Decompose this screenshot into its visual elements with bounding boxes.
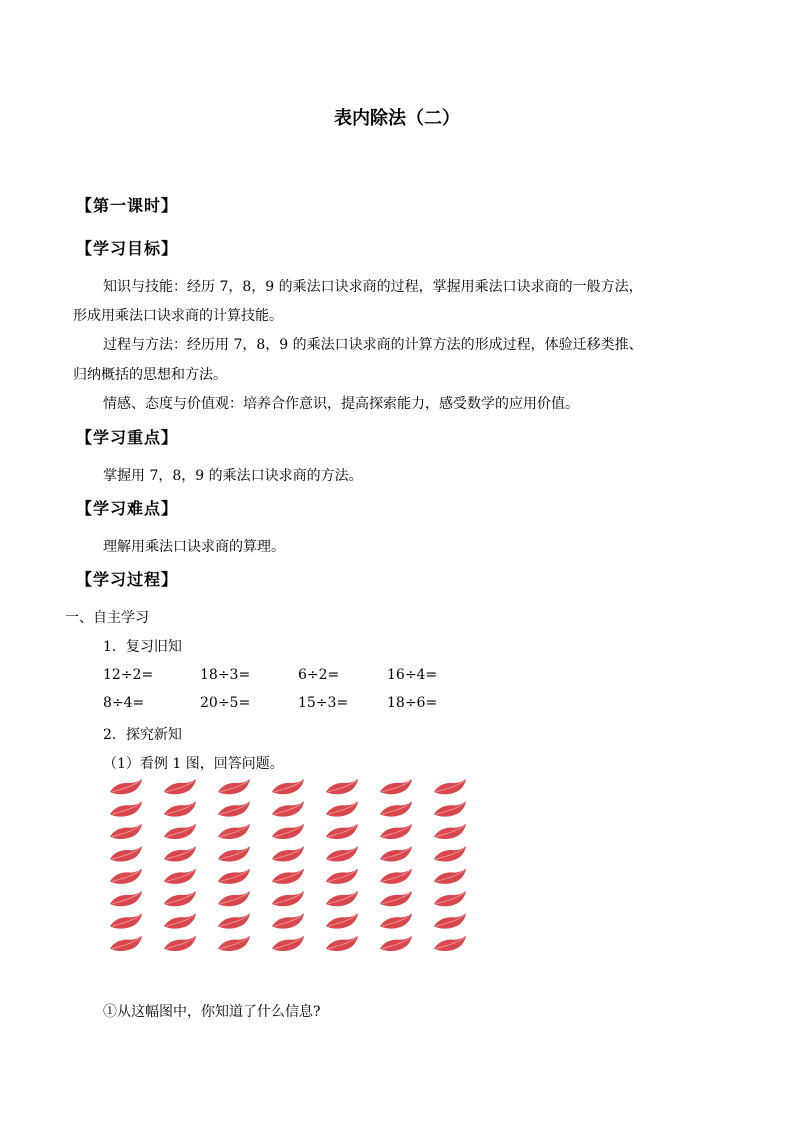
section-goals: 【学习目标】 — [76, 239, 179, 258]
leaf-icon — [272, 913, 304, 928]
leaf-icon — [218, 824, 250, 839]
leaf-icon — [110, 936, 142, 951]
leaf-icon — [434, 936, 466, 951]
example-instruction: （1）看例 1 图，回答问题。 — [103, 756, 284, 772]
goal-attitude: 情感、态度与价值观：培养合作意识，提高探索能力，感受数学的应用价值。 — [103, 396, 579, 412]
leaf-icon — [380, 913, 412, 928]
leaf-icon — [164, 779, 196, 794]
leaf-icon — [164, 846, 196, 861]
question-1: ①从这幅图中，你知道了什么信息? — [103, 1004, 321, 1020]
leaf-icon — [164, 936, 196, 951]
leaf-grid-figure — [100, 778, 480, 960]
leaf-icon — [434, 869, 466, 884]
leaf-icon — [164, 913, 196, 928]
leaf-icon — [380, 779, 412, 794]
leaf-icon — [272, 779, 304, 794]
leaf-icon — [218, 846, 250, 861]
section-process: 【学习过程】 — [76, 570, 179, 589]
leaf-icon — [218, 913, 250, 928]
exercise-cell: 18÷3= — [200, 667, 251, 683]
leaf-icon — [326, 891, 358, 906]
leaf-icon — [326, 846, 358, 861]
leaf-icon — [434, 846, 466, 861]
section-lesson: 【第一课时】 — [76, 196, 179, 215]
exercise-cell: 12÷2= — [103, 667, 154, 683]
leaf-icon — [272, 869, 304, 884]
leaf-icon — [380, 801, 412, 816]
leaf-icon — [326, 779, 358, 794]
section-key: 【学习重点】 — [76, 428, 179, 447]
leaf-icon — [218, 936, 250, 951]
leaf-icon — [434, 913, 466, 928]
exercise-cell: 18÷6= — [387, 695, 438, 711]
leaf-icon — [272, 846, 304, 861]
leaf-icon — [110, 869, 142, 884]
leaf-icon — [380, 869, 412, 884]
leaf-icon — [110, 846, 142, 861]
leaf-icon — [164, 824, 196, 839]
exercise-cell: 16÷4= — [387, 667, 438, 683]
leaf-icon — [218, 779, 250, 794]
leaf-icon — [272, 936, 304, 951]
page-title: 表内除法（二） — [334, 108, 460, 129]
leaf-icon — [272, 891, 304, 906]
exercise-cell: 20÷5= — [200, 695, 251, 711]
explore-heading: 2．探究新知 — [103, 727, 182, 743]
key-text: 掌握用 7，8，9 的乘法口诀求商的方法。 — [103, 468, 363, 484]
leaf-icon — [380, 824, 412, 839]
exercise-cell: 8÷4= — [103, 695, 145, 711]
leaf-icon — [434, 891, 466, 906]
leaf-icon — [380, 936, 412, 951]
leaf-icon — [110, 891, 142, 906]
leaf-icon — [434, 824, 466, 839]
leaf-icon — [434, 801, 466, 816]
goal-process-line1: 过程与方法：经历用 7，8，9 的乘法口诀求商的计算方法的形成过程，体验迁移类推、 — [103, 337, 643, 353]
leaf-icon — [326, 824, 358, 839]
leaf-icon — [326, 801, 358, 816]
leaf-icon — [380, 891, 412, 906]
exercise-cell: 6÷2= — [298, 667, 340, 683]
leaf-icon — [164, 891, 196, 906]
leaf-icon — [218, 891, 250, 906]
leaf-icon — [326, 913, 358, 928]
leaf-icon — [110, 779, 142, 794]
leaf-icon — [380, 846, 412, 861]
leaf-icon — [272, 801, 304, 816]
leaf-icon — [164, 869, 196, 884]
leaf-icon — [272, 824, 304, 839]
leaf-icon — [164, 801, 196, 816]
goal-process-line2: 归纳概括的思想和方法。 — [73, 367, 227, 383]
review-heading: 1．复习旧知 — [103, 639, 182, 655]
exercise-cell: 15÷3= — [298, 695, 349, 711]
leaf-icon — [326, 869, 358, 884]
difficulty-text: 理解用乘法口诀求商的算理。 — [103, 539, 285, 555]
leaf-icon — [110, 824, 142, 839]
section-difficulty: 【学习难点】 — [76, 499, 179, 518]
leaf-icon — [218, 801, 250, 816]
leaf-icon — [110, 913, 142, 928]
leaf-icon — [326, 936, 358, 951]
goal-knowledge-line2: 形成用乘法口诀求商的计算技能。 — [73, 308, 283, 324]
leaf-icon — [434, 779, 466, 794]
part-self-study: 一、自主学习 — [65, 610, 149, 626]
leaf-icon — [218, 869, 250, 884]
goal-knowledge-line1: 知识与技能：经历 7，8，9 的乘法口诀求商的过程，掌握用乘法口诀求商的一般方法， — [103, 279, 643, 295]
leaf-icon — [110, 801, 142, 816]
